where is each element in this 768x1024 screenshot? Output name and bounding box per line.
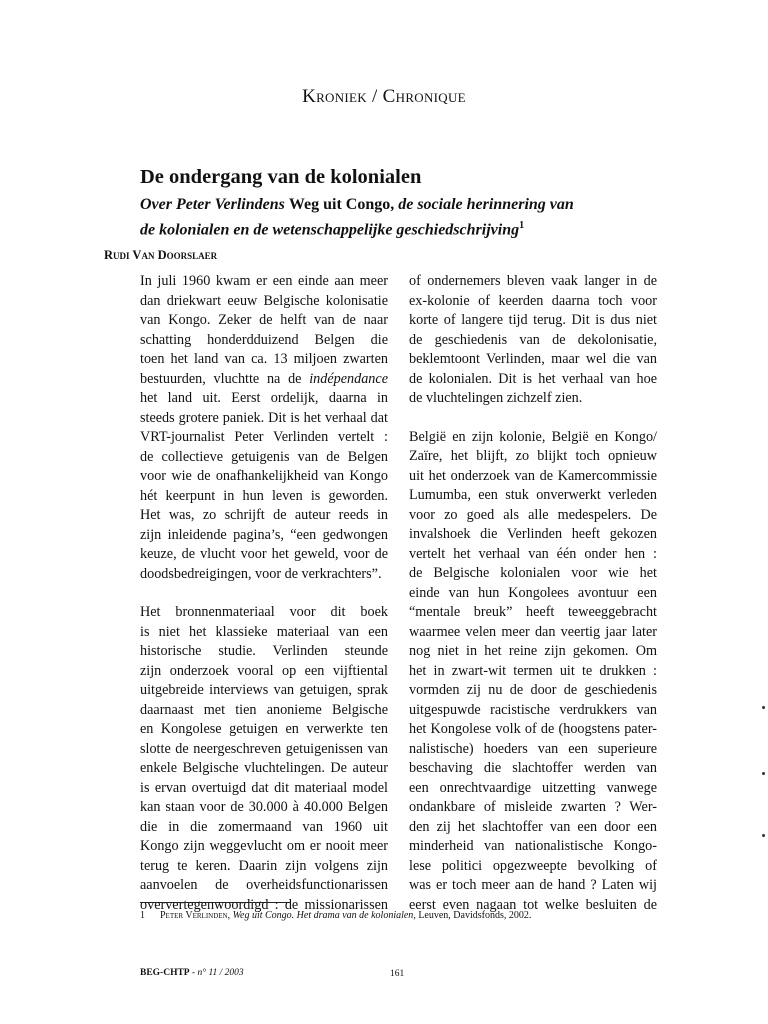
text-line: lese politici opgezweepte bevolking of [409,857,657,874]
article-title: De ondergang van de kolonialen [140,166,422,188]
text-line: voor wie de onafhankelijkheid van Kongo [140,468,388,484]
text-line: historische studie. Verlinden steunde [140,643,388,659]
text-line: Het bronnenmateriaal voor dit boek [140,604,388,620]
text-line: de kolonialen. Dit is het verhaal van hoe [409,370,657,387]
journal-footer [140,968,244,978]
text-line: terug te keren. Daarin zijn volgens zijn [140,857,388,874]
text-line: Het was, zo schrijft de auteur reeds in [140,507,388,523]
text-line: het Kongolese volk of de (hoogstens pater- [409,721,657,737]
text-line: voor zo goed als alle medespelers. De [409,506,657,523]
text-line: VRT-journalist Peter Verlinden vertelt : [140,429,388,445]
text-line: korte of langere tijd terug. Dit is dus niet [409,312,657,328]
text-line: vertelt het verhaal van één onder hen : [409,545,657,562]
text-line: is ervan overtuigd dat dit materiaal model [140,779,388,796]
text-line: daarnaast met tien anonieme Belgische [140,701,388,718]
text-line: de vluchtelingen zichzelf zien. [409,390,583,406]
text-line: kan staan voor de 30.000 à 40.000 Belgen [140,799,388,815]
paragraph [140,272,388,584]
text-line: zijn onderzoek vooral op een vijftiental [140,662,388,679]
text-line [140,370,388,390]
text-line: de Belgische kolonialen voor wie het [409,565,657,581]
text-line: doodsbedreigingen, voor de verkrachters”. [140,565,382,582]
text-line: en Kongolese getuigen en verwerkte ten [140,721,388,737]
text-line: aanvoelen de overheidsfunctionarissen [140,877,388,893]
text-line: het in zwart-wit termen uit te drukken : [409,662,657,679]
text-line: steeds grotere paniek. Dit is het verhaal dat [140,409,388,426]
text-line: toen het land van ca. 13 miljoen zwarten [140,351,388,367]
text-line: van Kongo. Zeker de helft van de naar [140,312,388,328]
text-line: die in die zomermaand van 1960 uit [140,818,388,835]
text-line: Lumumba, een stuk onverwerkt verleden [409,487,657,503]
italic-term: indépendance [309,370,388,387]
paragraph [409,428,657,916]
text-fragment: bestuurden, vluchtte na de [140,370,310,387]
footnote-separator-text: , [227,910,233,921]
footnote-publisher: , Leuven, Davidsfonds, 2002. [413,910,532,921]
journal-issue: - n° 11 / 2003 [189,968,244,978]
text-line: de collectieve getuigenis van de Belgen [140,448,388,465]
text-line: Zaïre, het blijft, zo blijkt toch opnieuw [409,448,657,464]
edge-mark [762,706,765,709]
page-number: 161 [390,969,405,979]
footnote-author: Peter Verlinden [160,910,228,921]
article-subtitle [140,194,600,240]
text-line: oververtegenwoordigd : de missionarissen [140,896,388,913]
text-line: Kongo zijn weggevlucht om er nooit meer [140,838,388,854]
journal-name: BEG-CHTP [140,968,190,978]
edge-mark [762,772,765,775]
text-line: hét keerpunt in hun leven is geworden. [140,487,388,504]
text-line: slotte de neergeschreven getuigenissen van [140,740,388,757]
text-line: was er toch meer aan de hand ? Laten wij [409,877,657,893]
footnote-ref: 1 [519,220,525,231]
text-line: schatting honderdduizend Belgen die [140,331,388,348]
text-line: of ondernemers bleven vaak langer in de [409,273,657,289]
text-line: waarmee velen meer dan veertig jaar later [409,623,657,640]
text-line: “mentale breuk” heeft teweeggebracht [409,604,657,620]
text-line: ex-kolonie of keerden daarna toch voor [409,292,657,309]
text-line: een onrechtvaardige uitzetting vanwege [409,779,657,796]
text-line: nog niet in het reine zijn gekomen. Om [409,643,657,659]
footnote-title: Weg uit Congo. Het drama van de kolonialen [232,910,414,921]
text-line: België en zijn kolonie, België en Kongo/ [409,428,657,445]
text-line: minderheid van nationalistische Kongo- [409,838,657,854]
text-line: het land uit. Eerst ordelijk, daarna in [140,390,388,406]
paragraph [140,603,388,915]
text-line: invalshoek die Verlinden heeft gekozen [409,526,657,542]
text-line: nalistische) hoeders van een superieure [409,740,657,757]
text-line: In juli 1960 kwam er een einde aan meer [140,273,388,289]
footnote-number: 1 [140,910,145,921]
text-line: dan driekwart eeuw Belgische kolonisatie [140,292,388,309]
right-column [409,272,657,934]
text-line: enkele Belgische vluchtelingen. De auteur [140,760,388,776]
text-line: uitgebreide interviews van getuigen, sprak [140,682,388,698]
text-line: eerst even nagaan tot welke besluiten de [409,896,657,913]
text-line: einde van hun Kongolees avontuur een [409,584,657,601]
footnote [140,910,531,921]
subtitle-book-title: Weg uit Congo, [288,196,399,213]
paragraph [409,272,657,409]
subtitle-part-c: de sociale herinnering van [398,196,574,213]
section-title: Kroniek / Chronique [302,86,466,107]
left-column [140,272,388,934]
text-line: zijn inleidende pagina’s, “een gedwongen [140,526,388,543]
text-line: den zij het slachtoffer van een door een [409,818,657,835]
text-line: beklemtoont Verlinden, maar wel die van [409,351,657,367]
subtitle-part-a: Over Peter Verlindens [140,196,289,213]
text-line: keuze, de vlucht voor het geweld, voor de [140,546,388,562]
footnote-separator [140,902,290,903]
edge-mark [762,834,765,837]
text-line: is niet het klassieke materiaal van een [140,623,388,640]
text-line: uit het onderzoek van de Kamercommissie [409,467,657,484]
text-line: ondankbare of misleide zwarten ? Wer- [409,799,657,815]
text-line: vormden zij nu de door de geschiedenis [409,682,657,698]
author-name: Rudi Van Doorslaer [104,248,218,262]
text-line: de geschiedenis van de dekolonisatie, [409,331,657,348]
text-line: beschaving die slachtoffer werden van [409,760,657,776]
subtitle-line-2: de kolonialen en de wetenschappelijke geschiedschrijving [140,221,520,239]
text-line: uitgespuwde racistische verdrukkers van [409,701,657,718]
